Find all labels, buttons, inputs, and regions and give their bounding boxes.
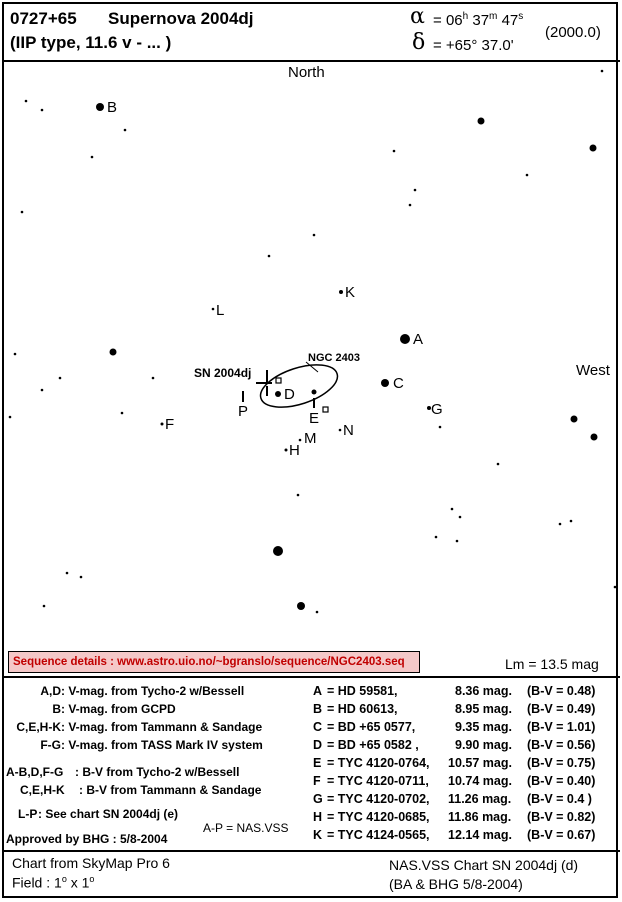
seq-cat: = TYC 4124-0565, [327,828,430,842]
star-b [96,103,104,111]
sequence-details-link[interactable]: Sequence details : www.astro.uio.no/~bgranslo/sequence/NGC2403.seq [8,651,420,673]
note-key: A-B,D,F-G [6,765,64,779]
star-a [400,334,410,344]
seq-bv: (B-V = 0.67) [527,828,596,842]
seq-bv: (B-V = 0.56) [527,738,596,752]
seq-id: C [313,720,323,734]
seq-id: B [313,702,323,716]
seq-id: G [313,792,323,806]
approved-by: Approved by BHG : 5/8-2004 [6,832,168,846]
declination: = +65° 37.0' [433,37,514,54]
seq-bv: (B-V = 0.49) [527,702,596,716]
note-text: : V-mag. from Tammann & Sandage [61,720,263,734]
seq-bv: (B-V = 0.82) [527,810,596,824]
note-text: : V-mag. from TASS Mark IV system [61,738,263,752]
sn-label: SN 2004dj [194,366,252,380]
seq-mag: 8.36 mag. [455,684,512,698]
star-h [285,449,288,452]
label-m: M [304,430,317,447]
software-credit: Chart from SkyMap Pro 6 [12,855,170,871]
seq-bv: (B-V = 0.4 ) [527,792,592,806]
seq-cat: = BD +65 0582 , [327,738,419,752]
galaxy-label: NGC 2403 [308,352,360,364]
seq-mag: 11.26 mag. [448,792,512,806]
seq-cat: = BD +65 0577, [327,720,416,734]
note-key: F-G [40,738,61,752]
seq-id: F [313,774,321,788]
label-e: E [309,410,320,427]
seq-mag: 12.14 mag. [448,828,512,842]
field-size: Field : 1$^o$ x 1$^o$ [12,874,95,891]
seq-bv: (B-V = 0.48) [527,684,596,698]
note-key: A,D [40,684,61,698]
seq-id: K [313,828,323,842]
seq-mag: 9.90 mag. [455,738,512,752]
seq-id: A [313,684,323,698]
object-name: Supernova 2004dj [108,9,254,28]
delta-symbol: δ [412,30,426,55]
seq-bv: (B-V = 0.40) [527,774,596,788]
note-key: L-P [18,807,38,821]
label-n: N [343,422,354,439]
label-p: P [238,403,249,420]
seq-cat: = TYC 4120-0702, [327,792,430,806]
star-m [299,439,302,442]
star-f [161,423,164,426]
label-a: A [413,331,424,348]
note-text: : B-V from Tycho-2 w/Bessell [75,765,240,779]
designation: 0727+65 [10,9,77,28]
seq-id: D [313,738,323,752]
seq-cat: = HD 60613, [327,702,398,716]
right-ascension: = $06^h$ 37$^m$ 47$^s$ [433,11,524,29]
star-l [212,308,215,311]
seq-mag: 9.35 mag. [455,720,512,734]
north-label: North [288,64,325,81]
seq-bv: (B-V = 1.01) [527,720,596,734]
star-k [339,290,343,294]
seq-mag: 10.74 mag. [448,774,512,788]
seq-cat: = TYC 4120-0685, [327,810,430,824]
galaxy-ellipse [255,357,342,416]
ap-note: A-P = NAS.VSS [203,821,289,835]
star-e [312,390,317,395]
label-l: L [216,302,225,319]
epoch: (2000.0) [545,24,601,41]
label-h: H [289,442,300,459]
note-key: C,E,H-K [20,783,65,797]
alpha-symbol: α [410,4,425,29]
seq-mag: 10.57 mag. [448,756,512,770]
note-text: : See chart SN 2004dj (e) [38,807,179,821]
star-n [339,429,342,432]
label-c: C [393,375,404,392]
note-key: B [52,702,61,716]
seq-mag: 8.95 mag. [455,702,512,716]
seq-cat: = HD 59581, [327,684,398,698]
note-key: C,E,H-K [16,720,61,734]
note-text: : V-mag. from GCPD [61,702,176,716]
seq-id: H [313,810,323,824]
subtitle: (IIP type, 11.6 v - ... ) [10,33,172,52]
west-label: West [576,362,610,379]
star-d [275,391,281,397]
star-c [381,379,389,387]
note-text: : B-V from Tammann & Sandage [79,783,262,797]
note-text: : V-mag. from Tycho-2 w/Bessell [61,684,245,698]
seq-cat: = TYC 4120-0764, [327,756,430,770]
seq-cat: = TYC 4120-0711, [327,774,429,788]
label-g: G [431,401,443,418]
chart-credit: (BA & BHG 5/8-2004) [389,876,523,892]
chart-name: NAS.VSS Chart SN 2004dj (d) [389,857,579,873]
label-f: F [165,416,175,433]
seq-mag: 11.86 mag. [448,810,512,824]
seq-bv: (B-V = 0.75) [527,756,596,770]
label-k: K [345,284,356,301]
label-b: B [107,99,118,116]
seq-id: E [313,756,322,770]
limiting-magnitude: Lm = 13.5 mag [505,656,599,672]
label-d: D [284,386,295,403]
